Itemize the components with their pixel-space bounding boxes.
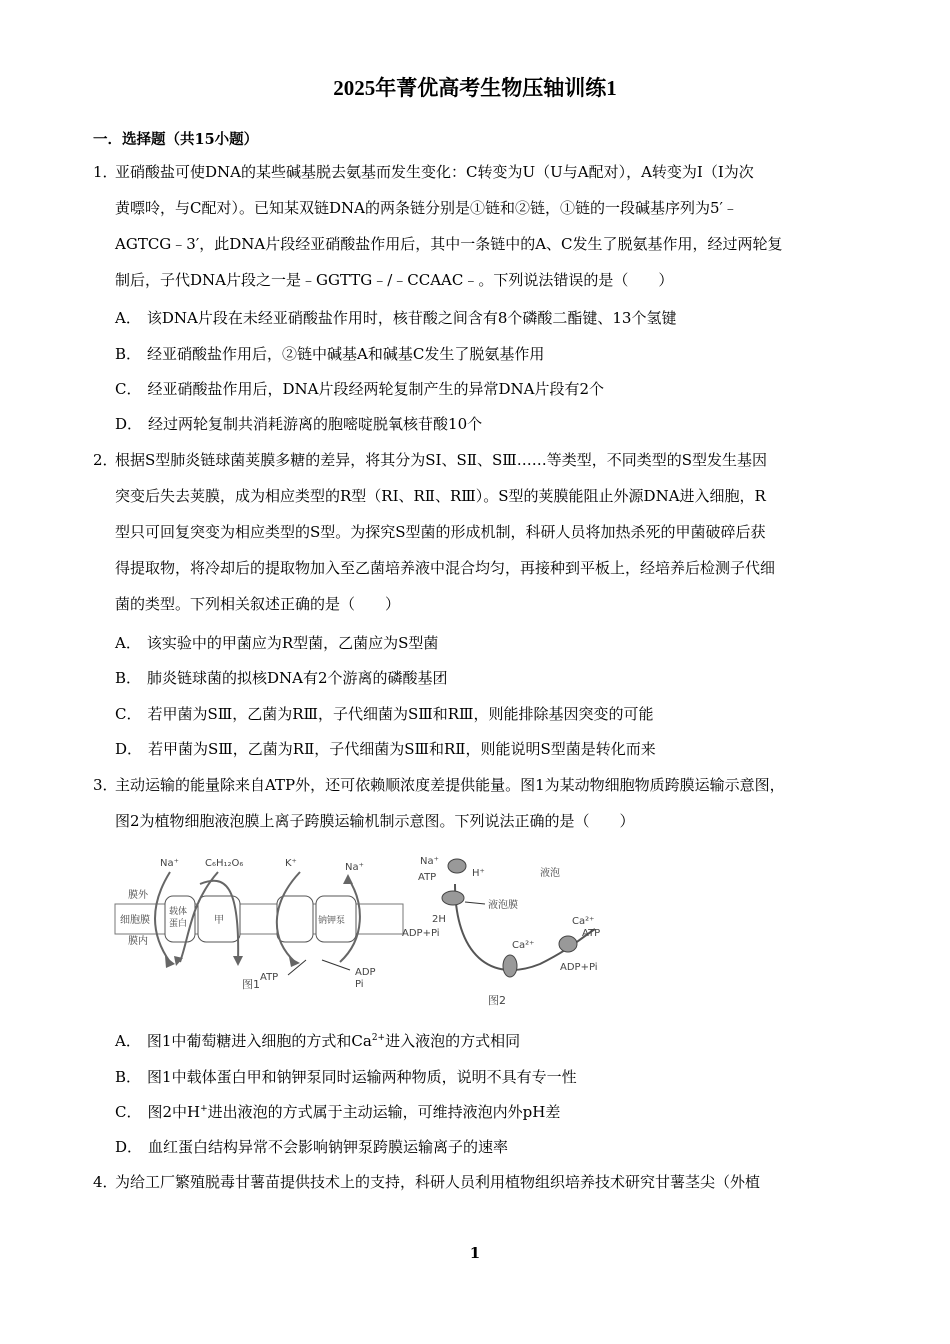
option-a <box>115 625 875 661</box>
option-text: 经过两轮复制共消耗游离的胞嘧啶脱氧核苷酸10个 <box>148 415 483 433</box>
option-label: C． <box>115 705 142 723</box>
option-text-tail: 进入液泡的方式相同 <box>385 1032 521 1050</box>
option-text: 图2中H <box>147 1103 201 1121</box>
option-d <box>115 1129 875 1165</box>
question-1 <box>93 154 866 298</box>
page-number: 1 <box>469 1244 481 1262</box>
question-line: 根据S型肺炎链球菌荚膜多糖的差异，将其分为SⅠ、SⅡ、SⅢ……等类型，不同类型的S型发生基因 <box>115 451 767 469</box>
option-label: B． <box>115 1068 142 1086</box>
option-text: 肺炎链球菌的拟核DNA有2个游离的磷酸基团 <box>147 669 448 687</box>
vacuole-label: 液泡 <box>540 868 560 879</box>
fig2-na-label: Na⁺ <box>420 856 439 867</box>
superscript: 2+ <box>371 1033 386 1043</box>
option-label: A． <box>115 309 141 327</box>
question-line: 主动运输的能量除来自ATP外，还可依赖顺浓度差提供能量。图1为某动物细胞物质跨膜运输示意图， <box>115 776 785 794</box>
option-text: 经亚硝酸盐作用后，②链中碱基A和碱基C发生了脱氨基作用 <box>147 345 545 363</box>
ca-pump-icon <box>559 936 577 952</box>
option-c <box>115 1094 875 1130</box>
option-b <box>115 336 875 372</box>
adp-label: ADP <box>355 967 376 978</box>
fig2-atp-right: ATP <box>582 928 601 939</box>
option-label: D． <box>115 1138 143 1156</box>
question-line: 突变后失去荚膜，成为相应类型的R型（RⅠ、RⅡ、RⅢ）。S型的荚膜能阻止外源DNA进入细胞，R <box>115 487 766 505</box>
option-label: B． <box>115 669 142 687</box>
option-label: A． <box>115 1032 141 1050</box>
arrowhead-icon <box>233 956 243 966</box>
superscript: + <box>200 1104 208 1114</box>
tonoplast-curve <box>455 884 595 970</box>
option-text: 该实验中的甲菌应为R型菌，乙菌应为S型菌 <box>146 634 439 652</box>
option-label: C． <box>115 380 142 398</box>
fig2-2h-label: 2H <box>432 914 446 925</box>
fig2-atp-left: ATP <box>418 872 437 883</box>
option-label: B． <box>115 345 142 363</box>
pump-left-shape <box>277 896 313 942</box>
k-ion-label: K⁺ <box>285 858 297 869</box>
question-number: 2． <box>93 451 118 469</box>
protein-jia-label: 甲 <box>214 915 224 926</box>
fig2-ca-right: Ca²⁺ <box>572 916 595 927</box>
question-line: 图2为植物细胞液泡膜上离子跨膜运输机制示意图。下列说法正确的是（ ） <box>115 812 635 830</box>
carrier-label-2: 蛋白 <box>169 919 188 929</box>
figure-2-caption: 图2 <box>488 994 506 1007</box>
pi-label: Pi <box>355 979 364 990</box>
question-4 <box>93 1164 866 1200</box>
membrane-transport-figure <box>110 844 620 1014</box>
question-line: 黄嘌呤，与C配对）。已知某双链DNA的两条链分别是①链和②链，①链的一段碱基序列为5′﹣ <box>115 199 738 217</box>
question-line: 亚硝酸盐可使DNA的某些碱基脱去氨基而发生变化：C转变为U（U与A配对），A转变为I（I为次 <box>115 163 754 181</box>
outside-label: 膜外 <box>128 890 148 901</box>
adp-arrow <box>322 960 350 970</box>
fig2-adp-left: ADP+Pi <box>402 928 440 939</box>
section-heading: 一．选择题（共15小题） <box>93 131 259 148</box>
question-line: 制后，子代DNA片段之一是﹣GGTTG﹣/﹣CCAAC﹣。下列说法错误的是（ ） <box>115 271 674 289</box>
figure-1 <box>115 858 403 991</box>
figure-2 <box>402 856 600 1007</box>
figure-svg <box>110 844 620 1014</box>
option-b <box>115 1059 875 1095</box>
option-a <box>115 1023 875 1059</box>
question-line: AGTCG﹣3′，此DNA片段经亚硝酸盐作用后，其中一条链中的A、C发生了脱氨基作用，经过两轮复 <box>115 235 783 253</box>
h-pump-icon <box>442 891 464 905</box>
pump-label: 钠钾泵 <box>318 916 346 926</box>
question-number: 3． <box>93 776 118 794</box>
question-number: 1． <box>93 163 118 181</box>
option-text: 图1中载体蛋白甲和钠钾泵同时运输两种物质，说明不具有专一性 <box>147 1068 577 1086</box>
membrane-label: 细胞膜 <box>120 915 150 926</box>
option-label: C． <box>115 1103 142 1121</box>
question-line: 菌的类型。下列相关叙述正确的是（ ） <box>115 595 401 613</box>
question-line: 为给工厂繁殖脱毒甘薯苗提供技术上的支持，科研人员利用植物组织培养技术研究甘薯茎尖（外植 <box>115 1173 761 1191</box>
option-text: 图1中葡萄糖进入细胞的方式和Ca <box>146 1032 372 1050</box>
carrier-label-1: 载体 <box>169 907 188 917</box>
figure-1-caption: 图1 <box>242 978 260 991</box>
option-label: D． <box>115 740 143 758</box>
option-text: 血红蛋白结构异常不会影响钠钾泵跨膜运输离子的速率 <box>148 1138 509 1156</box>
na-ion-label-2: Na⁺ <box>345 862 364 873</box>
page-title: 2025年菁优高考生物压轴训练1 <box>333 76 617 100</box>
option-b <box>115 660 875 696</box>
option-label: D． <box>115 415 143 433</box>
option-c <box>115 696 875 732</box>
option-label: A． <box>115 634 141 652</box>
question-2 <box>93 442 866 622</box>
ca-channel-icon <box>503 955 517 977</box>
inside-label: 膜内 <box>128 936 148 947</box>
arrowhead-icon <box>289 957 300 967</box>
option-text: 经亚硝酸盐作用后，DNA片段经两轮复制产生的异常DNA片段有2个 <box>147 380 604 398</box>
option-text: 若甲菌为SⅢ，乙菌为RⅢ，子代细菌为SⅢ和RⅢ，则能排除基因突变的可能 <box>147 705 654 723</box>
question-number: 4． <box>93 1173 118 1191</box>
option-d <box>115 406 875 442</box>
tonoplast-label: 液泡膜 <box>488 900 518 911</box>
tonoplast-pointer <box>465 902 485 904</box>
option-d <box>115 731 875 767</box>
fig2-ca-mid: Ca²⁺ <box>512 940 535 951</box>
option-text-tail: 进出液泡的方式属于主动运输，可维持液泡内外pH差 <box>207 1103 561 1121</box>
fig2-adp-right: ADP+Pi <box>560 962 598 973</box>
option-a <box>115 300 875 336</box>
arrowhead-icon <box>165 956 175 968</box>
atp-label: ATP <box>260 972 279 983</box>
option-text: 若甲菌为SⅢ，乙菌为RⅡ，子代细菌为SⅢ和RⅡ，则能说明S型菌是转化而来 <box>148 740 656 758</box>
option-text: 该DNA片段在未经亚硝酸盐作用时，核苷酸之间含有8个磷酸二酯键、13个氢键 <box>146 309 677 327</box>
question-3 <box>93 767 866 839</box>
fig2-h-label: H⁺ <box>472 868 485 879</box>
arrowhead-icon <box>343 874 353 884</box>
na-ion-label: Na⁺ <box>160 858 179 869</box>
question-line: 型只可回复突变为相应类型的S型。为探究S型菌的形成机制，科研人员将加热杀死的甲菌破碎后获 <box>115 523 766 541</box>
h-antiporter-icon <box>448 859 466 873</box>
glucose-label: C₆H₁₂O₆ <box>205 858 244 869</box>
option-c <box>115 371 875 407</box>
question-line: 得提取物，将冷却后的提取物加入至乙菌培养液中混合均匀，再接种到平板上，经培养后检测子代细 <box>115 559 776 577</box>
